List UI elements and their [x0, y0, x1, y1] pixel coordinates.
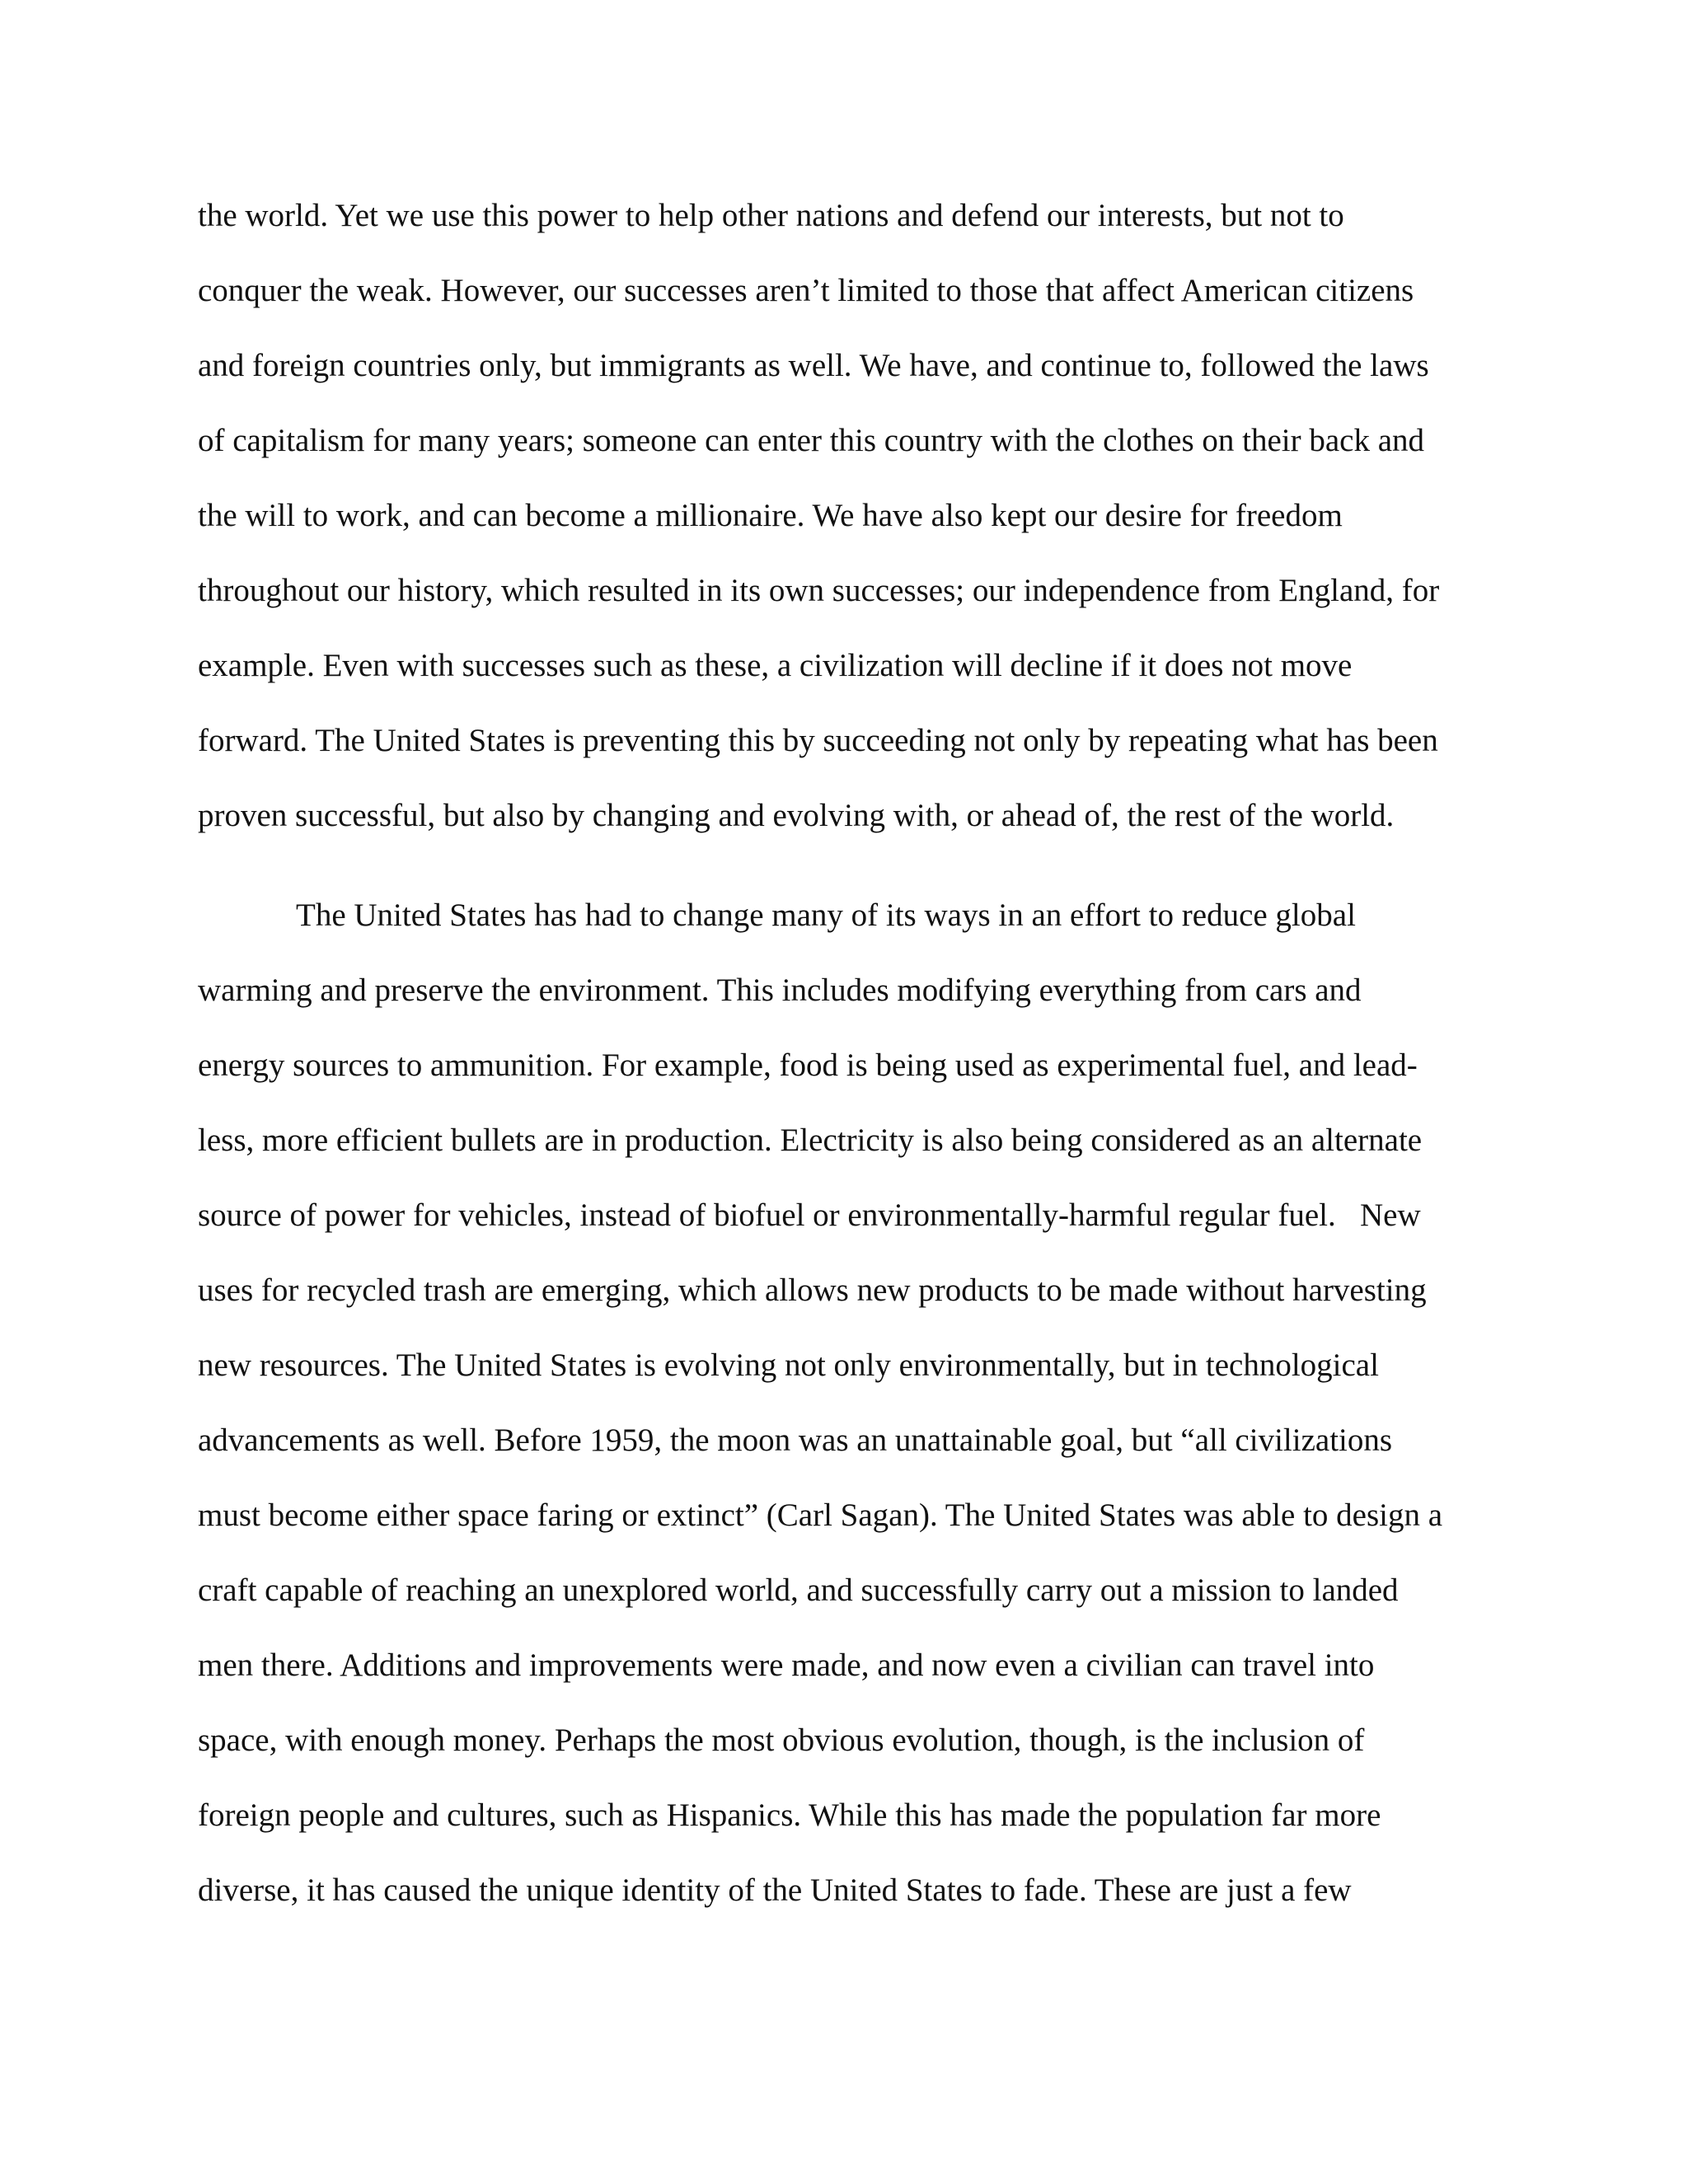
text-line: diverse, it has caused the unique identity of the United States to fade. These are just a few: [198, 1872, 1352, 1908]
text-line: foreign people and cultures, such as Hispanics. While this has made the population far more: [198, 1797, 1381, 1833]
text-line: the world. Yet we use this power to help other nations and defend our interests, but not to: [198, 198, 1344, 233]
text-line: conquer the weak. However, our successes aren’t limited to those that affect American citizens: [198, 273, 1414, 308]
text-line: the will to work, and can become a millionaire. We have also kept our desire for freedom: [198, 498, 1343, 533]
text-line: proven successful, but also by changing and evolving with, or ahead of, the rest of the world.: [198, 798, 1395, 833]
text-line: of capitalism for many years; someone can enter this country with the clothes on their back and: [198, 423, 1425, 458]
text-line: and foreign countries only, but immigrants as well. We have, and continue to, followed the laws: [198, 348, 1429, 383]
text-line: The United States has had to change many of its ways in an effort to reduce global: [296, 898, 1356, 933]
text-line: energy sources to ammunition. For example, food is being used as experimental fuel, and lead-: [198, 1047, 1418, 1083]
text-line: advancements as well. Before 1959, the moon was an unattainable goal, but “all civilizations: [198, 1422, 1393, 1458]
text-line: throughout our history, which resulted in its own successes; our independence from England, for: [198, 573, 1440, 608]
text-line: craft capable of reaching an unexplored world, and successfully carry out a mission to landed: [198, 1572, 1399, 1608]
text-line: must become either space faring or extinct” (Carl Sagan). The United States was able to design a: [198, 1497, 1443, 1533]
text-line: uses for recycled trash are emerging, which allows new products to be made without harvesting: [198, 1272, 1427, 1308]
text-line: source of power for vehicles, instead of biofuel or environmentally-harmful regular fuel. New: [198, 1197, 1421, 1233]
text-line: new resources. The United States is evolving not only environmentally, but in technological: [198, 1347, 1379, 1383]
text-line: men there. Additions and improvements were made, and now even a civilian can travel into: [198, 1647, 1375, 1683]
text-line: space, with enough money. Perhaps the most obvious evolution, though, is the inclusion of: [198, 1722, 1365, 1758]
text-line: forward. The United States is preventing this by succeeding not only by repeating what has been: [198, 723, 1438, 758]
text-line: example. Even with successes such as these, a civilization will decline if it does not move: [198, 648, 1353, 683]
text-line: warming and preserve the environment. This includes modifying everything from cars and: [198, 972, 1362, 1008]
text-line: less, more efficient bullets are in production. Electricity is also being considered as an alternate: [198, 1122, 1423, 1158]
